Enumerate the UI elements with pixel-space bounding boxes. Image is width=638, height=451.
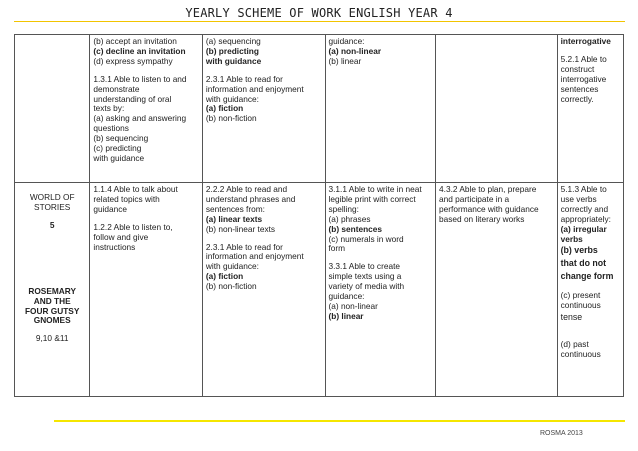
cell-line: questions (93, 123, 129, 134)
cell-line: based on literary works (439, 213, 525, 224)
unit-title-line: GNOMES (33, 315, 71, 326)
cell-line: guidance: (328, 291, 365, 302)
footer-credit: ROSMA 2013 (540, 430, 583, 437)
cell-grammar (557, 183, 623, 397)
cell-line: 1.3.1 Able to listen to and (93, 73, 187, 84)
cell-line: (d) express sympathy (93, 55, 173, 66)
cell-language-arts (436, 35, 558, 183)
cell-line: sentences from: (205, 203, 265, 214)
page-title: YEARLY SCHEME OF WORK ENGLISH YEAR 4 (185, 6, 453, 20)
unit-title-line: FOUR GUTSY (24, 305, 80, 316)
cell-line: (b) linear (328, 310, 364, 321)
cell-line: performance with guidance (439, 203, 539, 214)
cell-line: 5.1.3 Able to (560, 184, 607, 194)
cell-line: (b) non-fiction (205, 113, 257, 124)
cell-line: (a) non-linear (328, 45, 382, 56)
theme-line: STORIES (34, 201, 71, 212)
cell-line: guidance (93, 203, 128, 214)
week-numbers: 9,10 &11 (35, 333, 69, 344)
spacer (561, 324, 620, 332)
cell-line: (b) sequencing (93, 133, 149, 144)
table-row (15, 35, 624, 183)
cell-language-arts (436, 183, 558, 397)
cell-line: change form (560, 271, 614, 282)
cell-reading (202, 183, 325, 397)
spacer (18, 231, 86, 239)
cell-line: (a) linear texts (205, 213, 263, 224)
cell-line: related topics with (93, 193, 160, 204)
cell-line: variety of media with (328, 281, 405, 292)
cell-line: 3.1.1 Able to write in neat (328, 184, 422, 194)
cell-line: (c) numerals in word (328, 233, 404, 244)
cell-line: legible print with correct (328, 193, 416, 204)
cell-line: (b) accept an invitation (93, 36, 177, 46)
scheme-table (14, 34, 624, 397)
cell-theme (15, 183, 90, 397)
cell-line: 1.1.4 Able to talk about (93, 184, 178, 194)
spacer (18, 239, 86, 247)
spacer (18, 247, 86, 255)
cell-line: (b) non-fiction (205, 281, 257, 292)
cell-line: simple texts using a (328, 271, 402, 282)
cell-line: (a) irregular (560, 223, 607, 234)
title-underline (14, 21, 625, 22)
cell-line: 1.2.2 Able to listen to, (93, 221, 173, 232)
spacer (18, 271, 86, 279)
cell-line: (a) non-linear (328, 300, 378, 311)
cell-line: information and enjoyment (205, 83, 304, 94)
cell-line: instructions (93, 241, 136, 252)
cell-line: (b) verbs (560, 245, 598, 256)
cell-line: interrogative (560, 36, 611, 46)
cell-line: (b) linear (328, 55, 362, 66)
cell-line: (a) sequencing (205, 36, 261, 46)
cell-line: (c) predicting (93, 143, 142, 154)
spacer (18, 255, 86, 263)
cell-line: sentences (560, 83, 599, 94)
cell-line: and participate in a (439, 193, 510, 204)
cell-line: with guidance: (205, 261, 259, 272)
cell-line: 4.3.2 Able to plan, prepare (439, 184, 537, 194)
cell-line: (c) present (560, 290, 601, 301)
cell-line: with guidance: (205, 93, 259, 104)
theme-line: WORLD OF (29, 192, 75, 202)
cell-line: guidance: (328, 36, 365, 46)
cell-line: continuous (560, 349, 601, 360)
cell-line: texts by: (93, 103, 125, 114)
cell-line: verbs (560, 233, 583, 244)
cell-line: tense (560, 312, 583, 323)
cell-line: (a) asking and answering (93, 113, 187, 124)
cell-line: follow and give (93, 231, 149, 242)
cell-line: spelling: (328, 203, 359, 214)
cell-line: correctly. (560, 93, 594, 104)
cell-line: interrogative (560, 73, 607, 84)
cell-line: continuous (560, 300, 601, 311)
cell-line: understanding of oral (93, 93, 172, 104)
cell-listening-speaking (90, 183, 203, 397)
cell-line: (b) predicting (205, 45, 259, 56)
cell-theme (15, 35, 90, 183)
unit-title-line: ROSEMARY (28, 285, 76, 296)
cell-line: 5.2.1 Able to (560, 53, 607, 64)
cell-line: (d) past (560, 339, 589, 350)
cell-writing (325, 183, 436, 397)
cell-line: that do not (560, 258, 607, 269)
spacer (18, 263, 86, 271)
cell-grammar (557, 35, 623, 183)
cell-line: form (328, 243, 346, 254)
cell-line: information and enjoyment (205, 251, 304, 262)
cell-line: (b) sentences (328, 223, 382, 234)
cell-line: with guidance (93, 152, 145, 163)
cell-line: (a) fiction (205, 103, 244, 114)
cell-line: demonstrate (93, 83, 140, 94)
cell-line: appropriately: (560, 213, 611, 224)
cell-line: (a) fiction (205, 271, 244, 282)
unit-number: 5 (49, 219, 55, 230)
cell-line: 2.3.1 Able to read for (205, 73, 283, 84)
cell-reading (202, 35, 325, 183)
cell-line: 2.3.1 Able to read for (205, 241, 283, 252)
cell-line: (c) decline an invitation (93, 45, 186, 56)
table-row (15, 183, 624, 397)
cell-line: (a) phrases (328, 213, 371, 224)
cell-line: 3.3.1 Able to create (328, 261, 400, 272)
footer-rule (54, 420, 625, 422)
cell-line: with guidance (205, 55, 262, 66)
cell-line: 2.2.2 Able to read and (205, 184, 288, 194)
unit-title-line: AND THE (33, 295, 71, 306)
cell-line: construct (560, 63, 595, 74)
cell-writing (325, 35, 436, 183)
cell-line: (b) non-linear texts (205, 223, 276, 234)
cell-line: use verbs (560, 193, 597, 204)
cell-line: correctly and (560, 203, 609, 214)
cell-line: understand phrases and (205, 193, 296, 204)
cell-listening-speaking (90, 35, 203, 183)
